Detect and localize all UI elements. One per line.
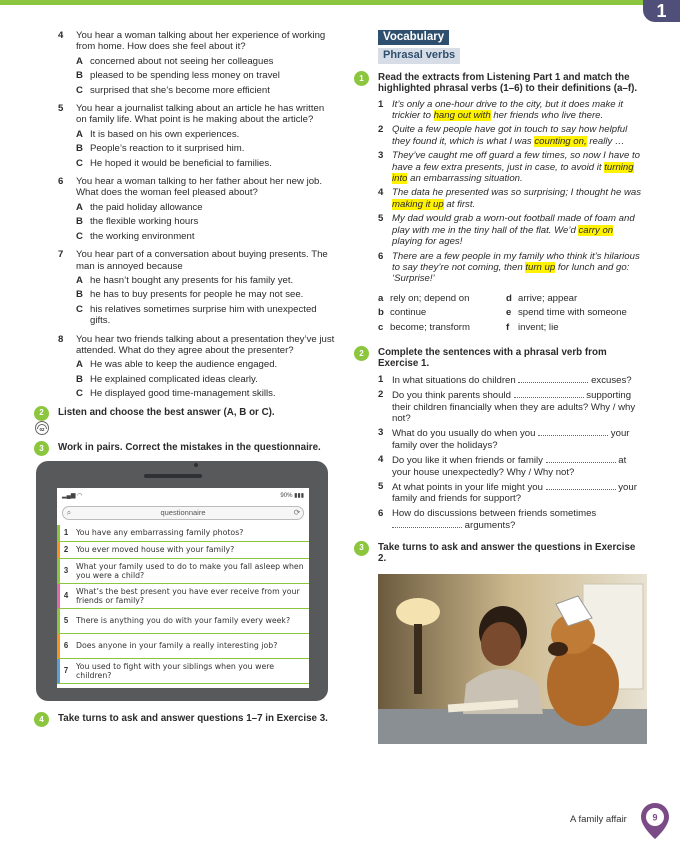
highlighted-phrasal-verb: turn up bbox=[525, 261, 556, 273]
question-number: 8 bbox=[58, 333, 64, 345]
answer-option[interactable] bbox=[58, 359, 336, 370]
questionnaire-row-number: 6 bbox=[63, 641, 69, 651]
question-stem bbox=[58, 334, 336, 357]
option-letter: B bbox=[76, 216, 83, 228]
extract-text-before: My dad would grab a worn-out football made of foam and play with me in the tiny hall of the flat. We’d bbox=[392, 213, 635, 236]
option-text: He hoped it would be beneficial to families. bbox=[90, 157, 272, 169]
boy-and-dog-photo bbox=[378, 574, 647, 744]
answer-option[interactable] bbox=[58, 388, 336, 399]
questionnaire-row[interactable] bbox=[57, 525, 309, 542]
sentence-text bbox=[392, 454, 646, 478]
page-number-pin bbox=[640, 802, 670, 840]
questionnaire-row-number: 5 bbox=[63, 616, 69, 626]
sentence-text-before: Do you like it when friends or family bbox=[392, 455, 546, 467]
option-letter: B bbox=[76, 143, 83, 155]
sentence-text-after: your family over the holidays? bbox=[392, 428, 630, 451]
answer-option[interactable] bbox=[58, 202, 336, 213]
audio-track-icon[interactable] bbox=[34, 421, 50, 435]
vocab-exercise-3-badge: 3 bbox=[354, 541, 369, 556]
extract-text bbox=[392, 99, 646, 122]
sentence-number: 4 bbox=[378, 454, 384, 466]
answer-option[interactable] bbox=[58, 158, 336, 169]
vocab-exercise-2-instruction: 2 Complete the sentences with a phrasal verb from Exercise 1. bbox=[378, 347, 646, 370]
option-letter: C bbox=[76, 388, 83, 400]
option-letter: A bbox=[76, 359, 83, 371]
extract-text-after: at first. bbox=[443, 198, 476, 210]
option-text: he hasn’t bought any presents for his family yet. bbox=[90, 274, 294, 286]
question-number: 5 bbox=[58, 103, 64, 115]
extract-number: 5 bbox=[378, 213, 384, 225]
option-text: his relatives sometimes surprise him with unexpected gifts. bbox=[90, 303, 317, 327]
questionnaire-row-number: 7 bbox=[63, 666, 69, 676]
option-letter: A bbox=[76, 55, 83, 67]
extract-number: 3 bbox=[378, 150, 384, 162]
sentence-text bbox=[392, 508, 646, 532]
definition-letter: e bbox=[506, 307, 512, 319]
extract-number: 6 bbox=[378, 250, 384, 262]
sentence-text-before: How do discussions between friends sometimes bbox=[392, 507, 597, 519]
answer-option[interactable] bbox=[58, 374, 336, 385]
definition-letter: c bbox=[378, 321, 384, 333]
sentence-item bbox=[378, 481, 646, 505]
extract-text bbox=[392, 150, 646, 184]
answer-blank[interactable] bbox=[514, 389, 584, 398]
extract-text-before: The data he presented was so surprising; I thought he was bbox=[392, 187, 642, 199]
option-text: the flexible working hours bbox=[90, 216, 199, 228]
questionnaire-row-text: What your family used to do to make you fall asleep when you were a child? bbox=[76, 561, 304, 580]
definition-item bbox=[378, 293, 506, 304]
option-text: pleased to be spending less money on travel bbox=[90, 70, 280, 82]
exercise-4-badge: 4 bbox=[34, 712, 49, 727]
sentence-text bbox=[392, 389, 646, 424]
question-stem bbox=[58, 30, 336, 53]
sentence-text-after: at your house unexpectedly? Why / Why not? bbox=[392, 455, 627, 478]
extract-text bbox=[392, 187, 646, 210]
question-stem bbox=[58, 176, 336, 199]
option-text: He explained complicated ideas clearly. bbox=[90, 373, 258, 385]
question-number: 7 bbox=[58, 249, 64, 261]
listening-question bbox=[58, 334, 336, 400]
answer-option[interactable] bbox=[58, 289, 336, 300]
listening-question bbox=[58, 103, 336, 169]
answer-option[interactable] bbox=[58, 56, 336, 67]
extract-item bbox=[378, 99, 646, 122]
option-text: People’s reaction to it surprised him. bbox=[90, 143, 245, 155]
questionnaire-row-number: 1 bbox=[63, 528, 69, 538]
sentences-list bbox=[378, 374, 646, 532]
answer-option[interactable] bbox=[58, 143, 336, 154]
audio-track-number: 02 bbox=[39, 426, 45, 432]
sentence-number: 1 bbox=[378, 373, 384, 385]
option-letter: C bbox=[76, 84, 83, 96]
extracts-list bbox=[378, 99, 646, 285]
highlighted-phrasal-verb: making it up bbox=[392, 198, 444, 210]
definition-text: arrive; appear bbox=[518, 292, 578, 304]
top-accent-bar bbox=[0, 0, 680, 5]
extract-item bbox=[378, 213, 646, 247]
phrasal-verbs-subheading: Phrasal verbs bbox=[378, 48, 460, 63]
questionnaire-row[interactable] bbox=[57, 584, 309, 609]
answer-option[interactable] bbox=[58, 70, 336, 81]
listening-question bbox=[58, 30, 336, 96]
answer-option[interactable] bbox=[58, 216, 336, 227]
highlighted-phrasal-verb: turning into bbox=[392, 161, 634, 185]
extract-number: 1 bbox=[378, 98, 384, 110]
option-text: It is based on his own experiences. bbox=[90, 128, 240, 140]
option-letter: B bbox=[76, 70, 83, 82]
definition-text: invent; lie bbox=[518, 321, 559, 333]
question-text: You hear a woman talking about her experience of working from home. How does she feel about it? bbox=[76, 30, 326, 53]
option-text: the working environment bbox=[90, 230, 195, 242]
sentence-text bbox=[392, 481, 646, 505]
phone-illustration bbox=[36, 461, 328, 701]
sentence-text-before: Do you think parents should bbox=[392, 390, 514, 402]
listening-question bbox=[58, 176, 336, 242]
vocab-exercise-1-instruction: 1 Read the extracts from Listening Part 1 and match the highlighted phrasal verbs (1–6) to their definitions (a–f). bbox=[378, 72, 646, 95]
question-text: You hear two friends talking about a presentation they’ve just attended. What do they agree about the presenter? bbox=[76, 333, 335, 356]
questionnaire-row[interactable] bbox=[57, 559, 309, 584]
answer-option[interactable] bbox=[58, 275, 336, 286]
option-text: He displayed good time-management skills. bbox=[90, 388, 276, 400]
definition-letter: d bbox=[506, 292, 512, 304]
phone-speaker bbox=[144, 474, 202, 478]
questionnaire-row-text: You used to fight with your siblings when you were children? bbox=[76, 661, 275, 680]
questionnaire-row-number: 2 bbox=[63, 545, 69, 555]
sentence-text-after: your family and friends for support? bbox=[392, 482, 637, 505]
questionnaire-row[interactable] bbox=[57, 634, 309, 659]
definition-text: rely on; depend on bbox=[390, 292, 470, 304]
sentence-text-after: arguments? bbox=[462, 520, 516, 532]
answer-blank[interactable] bbox=[392, 519, 462, 528]
questionnaire-row-text: Does anyone in your family a really interesting job? bbox=[76, 641, 278, 651]
unit-number-tab: 1 bbox=[643, 0, 680, 22]
definition-letter: b bbox=[378, 307, 384, 319]
phone-status-bar bbox=[57, 488, 309, 502]
page-number: 9 bbox=[652, 812, 658, 823]
sentence-number: 2 bbox=[378, 389, 384, 401]
extract-item bbox=[378, 124, 646, 147]
definition-text: spend time with someone bbox=[518, 307, 627, 319]
search-icon: ⌕ bbox=[66, 508, 72, 518]
sentence-text-after: excuses? bbox=[588, 374, 632, 386]
search-label: questionnaire bbox=[160, 508, 206, 518]
question-stem bbox=[58, 103, 336, 126]
definition-text: continue bbox=[390, 307, 427, 319]
phone-screen bbox=[57, 488, 309, 688]
extract-text bbox=[392, 124, 646, 147]
questionnaire-row-text: There is anything you do with your family every week? bbox=[76, 616, 291, 626]
extract-item bbox=[378, 251, 646, 285]
question-number: 4 bbox=[58, 30, 64, 41]
vocab-exercise-3-instruction: 3 Take turns to ask and answer the questions in Exercise 2. bbox=[378, 542, 646, 565]
questionnaire-row-text: You have any embarrassing family photos? bbox=[76, 528, 244, 538]
extract-number: 2 bbox=[378, 124, 384, 136]
phone-camera bbox=[194, 463, 198, 467]
option-letter: C bbox=[76, 157, 83, 169]
questionnaire-row-number: 3 bbox=[63, 566, 69, 576]
option-text: he has to buy presents for people he may not see. bbox=[90, 289, 304, 301]
question-text: You hear part of a conversation about buying presents. The man is annoyed because bbox=[76, 249, 328, 272]
option-letter: C bbox=[76, 230, 83, 242]
right-column bbox=[359, 30, 646, 748]
sentence-item bbox=[378, 374, 646, 386]
exercise-4-instruction: 4 Take turns to ask and answer questions 1–7 in Exercise 3. bbox=[58, 713, 336, 724]
extract-text-after: her friends who live there. bbox=[490, 110, 604, 122]
questionnaire-row-text: What’s the best present you have ever receive from your friends or family? bbox=[76, 586, 300, 605]
refresh-icon[interactable]: ⟳ bbox=[293, 508, 301, 518]
option-text: surprised that she’s become more efficient bbox=[90, 84, 270, 96]
answer-blank[interactable] bbox=[546, 481, 616, 490]
question-text: You hear a woman talking to her father about her new job. What does the woman feel pleased about? bbox=[76, 176, 323, 199]
listening-question bbox=[58, 249, 336, 326]
answer-option[interactable] bbox=[58, 129, 336, 140]
definition-letter: f bbox=[506, 321, 510, 333]
sentence-text bbox=[392, 374, 632, 386]
sentence-item bbox=[378, 389, 646, 424]
option-text: the paid holiday allowance bbox=[90, 201, 203, 213]
question-text: You hear a journalist talking about an article he has written on family life. What point is he making about the article? bbox=[76, 103, 325, 126]
answer-blank[interactable] bbox=[538, 427, 608, 436]
questionnaire-search-bar[interactable] bbox=[62, 506, 304, 520]
exercise-3-instruction: 3 Work in pairs. Correct the mistakes in the questionnaire. bbox=[58, 442, 336, 453]
answer-option[interactable] bbox=[58, 85, 336, 96]
definition-item bbox=[506, 307, 646, 318]
questionnaire-row-text: You ever moved house with your family? bbox=[76, 545, 235, 555]
questionnaire-list bbox=[57, 525, 309, 684]
questionnaire-row[interactable] bbox=[57, 659, 309, 684]
option-letter: A bbox=[76, 274, 83, 286]
sentence-text bbox=[392, 427, 646, 451]
highlighted-phrasal-verb: counting on, bbox=[534, 135, 587, 147]
highlighted-phrasal-verb: carry on bbox=[578, 224, 614, 236]
definition-item bbox=[506, 322, 646, 333]
extract-text-before: They’ve caught me off guard a few times, so now I have to have a few extra presents, just in case, to avoid it bbox=[392, 150, 640, 173]
extract-text bbox=[392, 213, 646, 247]
option-text: He was able to keep the audience engaged. bbox=[90, 359, 278, 371]
vocab-exercise-1-badge: 1 bbox=[354, 71, 369, 86]
definitions-grid bbox=[378, 293, 646, 333]
extract-text-before: Quite a few people have got in touch to say how helpful they found it, which is what I was bbox=[392, 124, 628, 147]
exercise-3-badge: 3 bbox=[34, 441, 49, 456]
extract-item bbox=[378, 187, 646, 210]
definition-item bbox=[506, 293, 646, 304]
answer-blank[interactable] bbox=[518, 374, 588, 383]
definition-item bbox=[378, 307, 506, 318]
sentence-item bbox=[378, 454, 646, 478]
extract-number: 4 bbox=[378, 187, 384, 199]
option-letter: A bbox=[76, 128, 83, 140]
answer-option[interactable] bbox=[58, 231, 336, 242]
left-column bbox=[39, 30, 336, 729]
extract-text-after: really … bbox=[586, 135, 625, 147]
highlighted-phrasal-verb: hang out with bbox=[433, 110, 491, 122]
definition-letter: a bbox=[378, 292, 384, 304]
sentence-text-before: What do you usually do when you bbox=[392, 428, 539, 440]
option-text: concerned about not seeing her colleagues bbox=[90, 55, 274, 67]
extract-text bbox=[392, 251, 646, 285]
sentence-number: 5 bbox=[378, 481, 384, 492]
sentence-text-before: In what situations do children bbox=[392, 374, 519, 386]
sentence-number: 3 bbox=[378, 427, 384, 439]
sentence-text-after: supporting their children financially when they are adults? Why / why not? bbox=[392, 390, 636, 424]
answer-blank[interactable] bbox=[546, 454, 616, 463]
footer-unit-title: A family affair bbox=[570, 814, 627, 825]
option-letter: C bbox=[76, 303, 83, 315]
extract-text-after: an embarrassing situation. bbox=[407, 173, 523, 185]
extract-text-before: It’s only a one-hour drive to the city, but it does make it trickier to bbox=[392, 98, 624, 122]
questionnaire-row[interactable] bbox=[57, 542, 309, 559]
questionnaire-row-number: 4 bbox=[63, 591, 69, 601]
vocab-exercise-2-badge: 2 bbox=[354, 346, 369, 361]
sentence-text-before: At what points in your life might you bbox=[392, 482, 546, 493]
signal-wifi-icon: ▂▄▆ ◠ bbox=[62, 493, 83, 500]
exercise-2-badge: 2 bbox=[34, 406, 49, 421]
vocabulary-heading: Vocabulary bbox=[378, 30, 449, 45]
sentence-item bbox=[378, 508, 646, 532]
question-number: 6 bbox=[58, 176, 64, 188]
extract-text-before: There are a few people in my family who think it’s hilarious to say they’re not coming, then bbox=[392, 250, 640, 273]
extract-text-after: playing for ages! bbox=[392, 236, 463, 248]
exercise-2-instruction: 2 Listen and choose the best answer (A, B or C). 02 bbox=[58, 407, 336, 418]
sentence-item bbox=[378, 427, 646, 451]
option-letter: A bbox=[76, 201, 83, 213]
definition-item bbox=[378, 322, 506, 333]
definition-text: become; transform bbox=[390, 321, 470, 333]
option-letter: B bbox=[76, 373, 83, 385]
question-stem bbox=[58, 249, 336, 272]
option-letter: B bbox=[76, 289, 83, 301]
listening-questions bbox=[58, 30, 336, 400]
battery-indicator: 90% ▮▮▮ bbox=[280, 493, 304, 500]
sentence-number: 6 bbox=[378, 507, 384, 519]
extract-text-after: for lunch and go: ‘Surprise!’ bbox=[392, 261, 630, 285]
questionnaire-row[interactable] bbox=[57, 609, 309, 634]
extract-item bbox=[378, 150, 646, 184]
answer-option[interactable] bbox=[58, 304, 336, 327]
